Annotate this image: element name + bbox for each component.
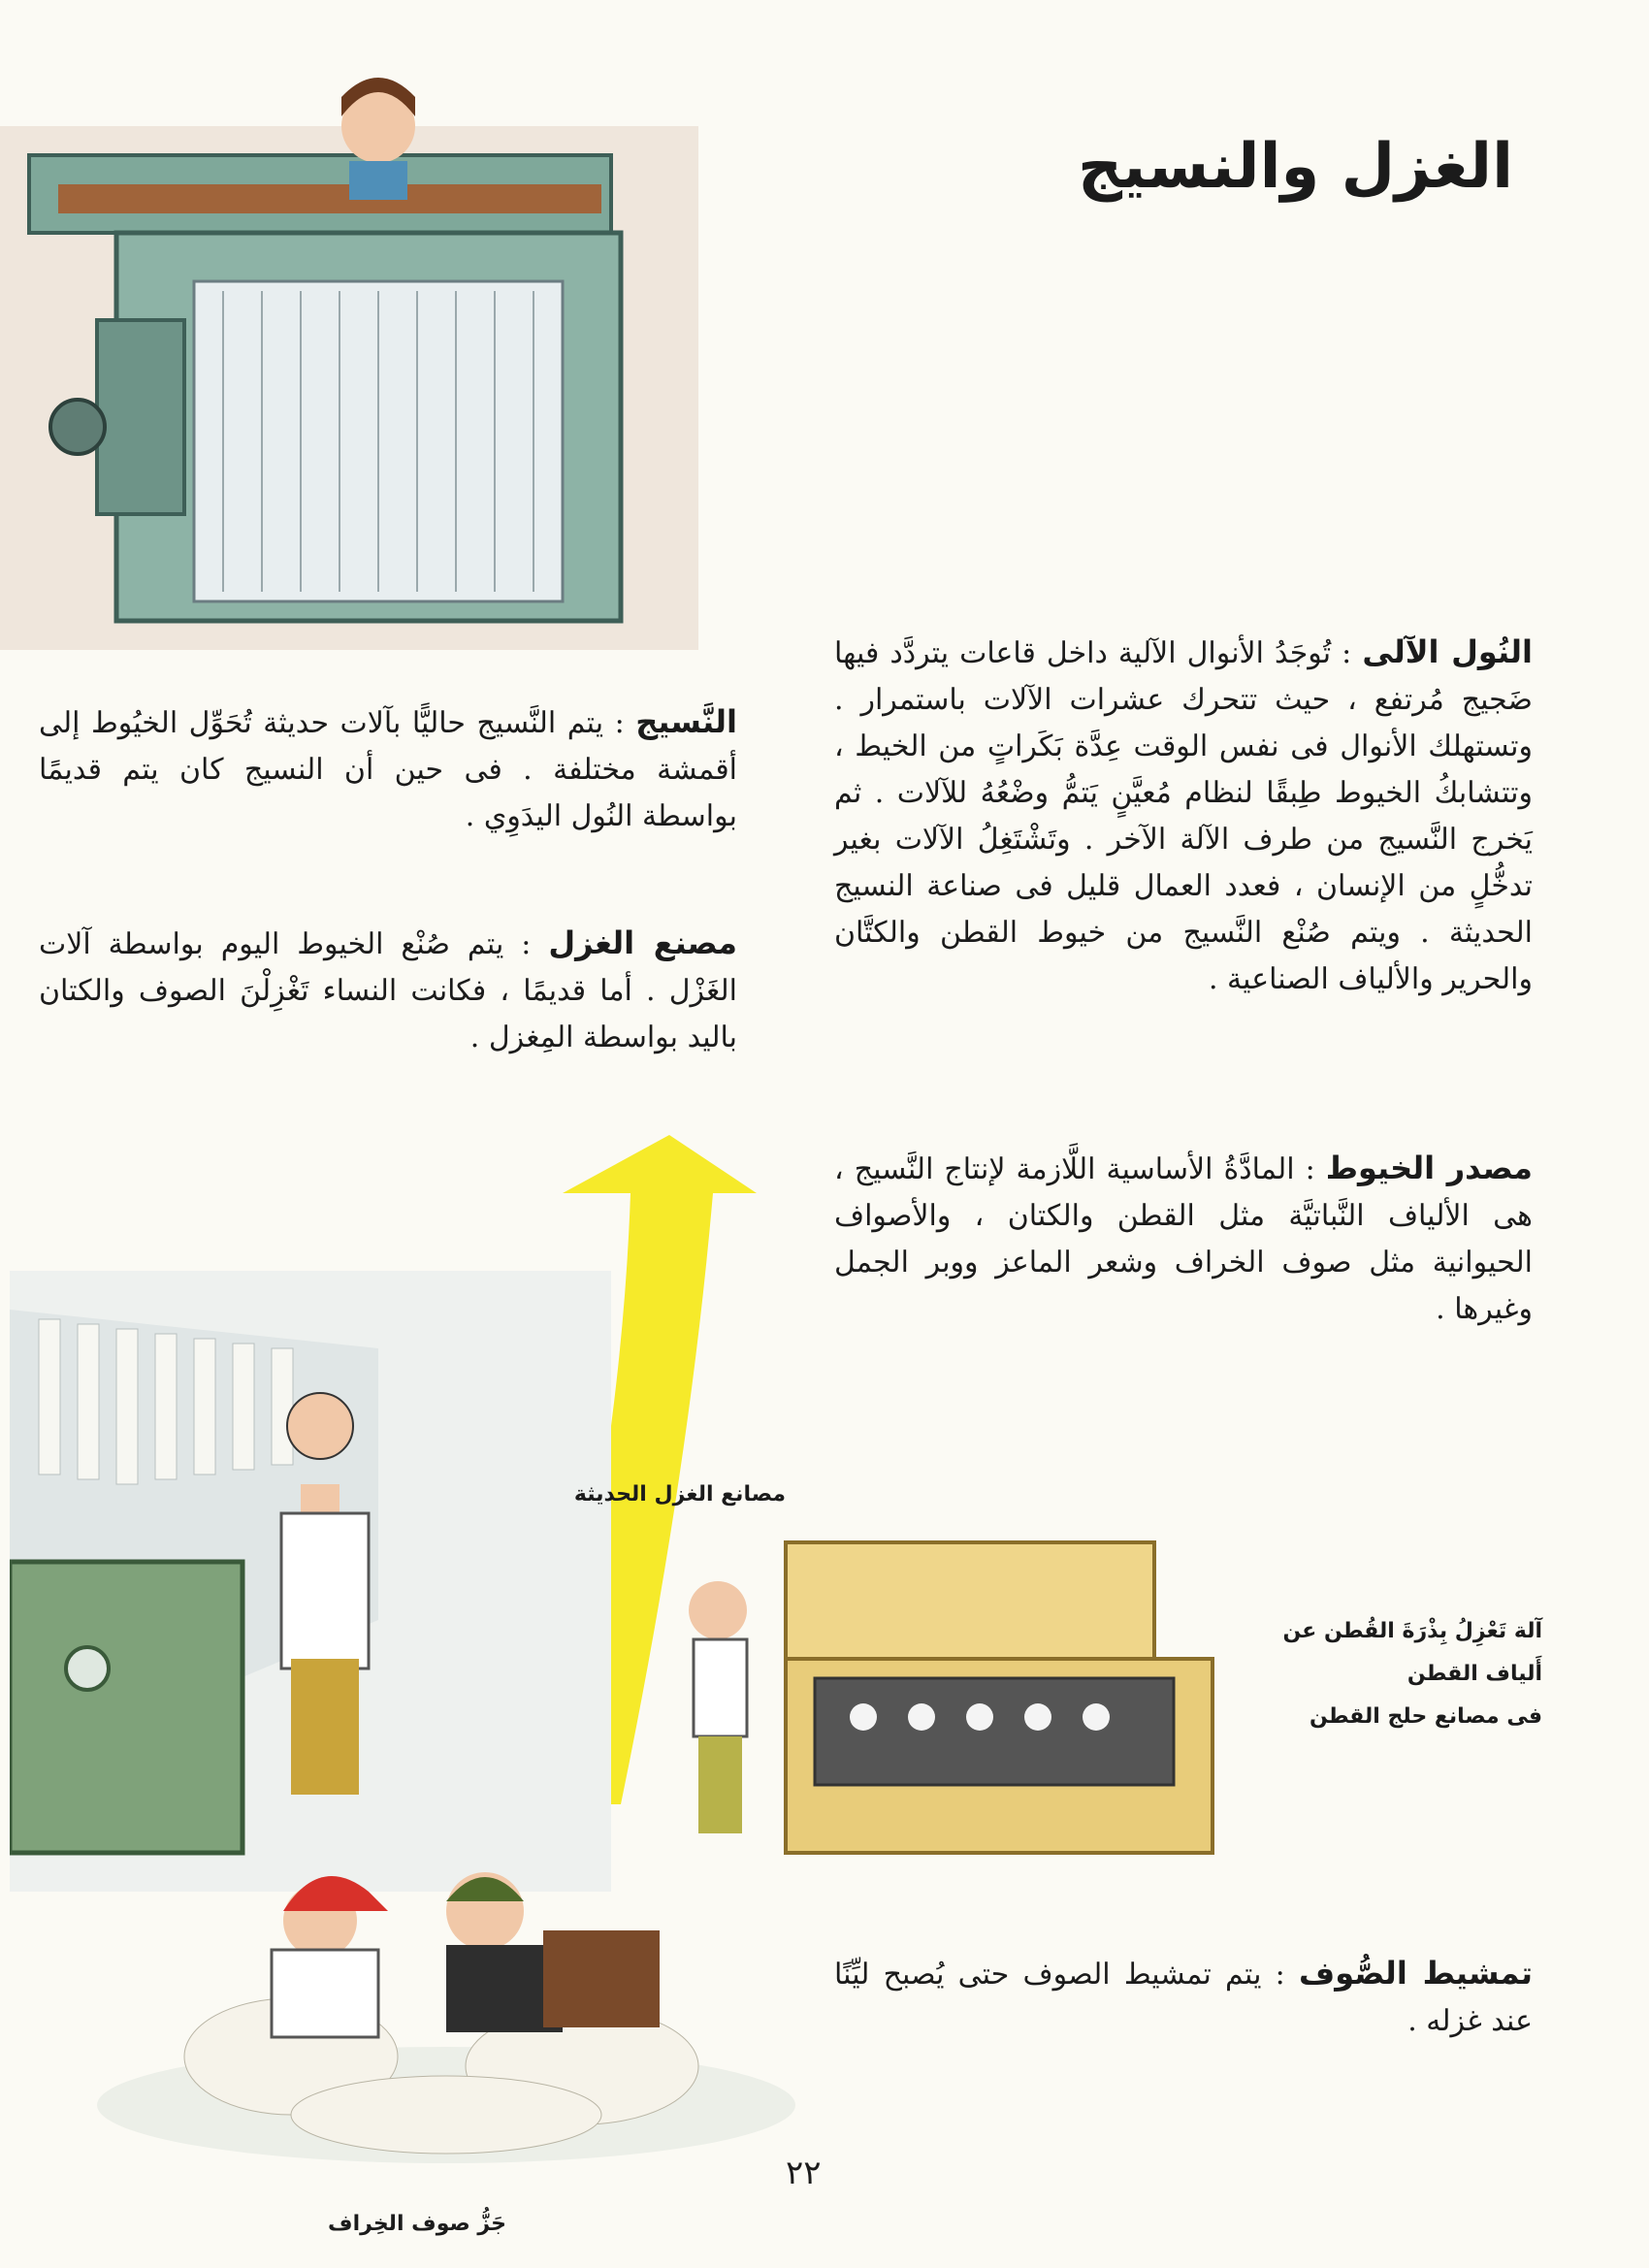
combing-paragraph: [834, 1950, 1533, 2045]
spinning-factory-paragraph: [39, 920, 737, 1061]
thread-source-body: : المادَّةُ الأساسية اللَّازمة لإنتاج النَّسيج ، هى الألياف النَّباتيَّة مثل القطن والكتان ، والأصواف الحيوانية مثل صوف الخراف وشعر الماعز ووبر الجمل وغيرها .: [834, 1152, 1533, 1326]
weaving-heading: النَّسيج: [635, 703, 737, 740]
shearing-caption: جَزُّ صوف الخِراف: [328, 2212, 506, 2236]
cotton-gin-caption-line2: فى مصانع حلج القطن: [1309, 1704, 1542, 1729]
combing-body: : يتم تمشيط الصوف حتى يُصبح ليِّنًا عند غزله .: [834, 1958, 1533, 2038]
loom-body: : تُوجَدُ الأنوال الآلية داخل قاعات يتردَّد فيها ضَجيج مُرتفع ، حيث تتحرك عشرات الآلات باستمرار . وتستهلك الأنوال فى نفس الوقت عِدَّة بَكَراتٍ من الخيط ، وتتشابكُ الخيوط طِبقًا لنظام مُعيَّنٍ يَتمُّ وضْعُهُ للآلات . ثم يَخرج النَّسيج من طرف الآلة الآخر . وتَشْتَغِلُ الآلات بغير تدخُّلٍ من الإنسان ، فعدد العمال قليل فى صناعة النسيج الحديثة . ويتم صُنْع النَّسيج من خيوط القطن والكتَّان والحرير والألياف الصناعية .: [834, 636, 1533, 996]
power-loom-illustration: [0, 68, 737, 689]
page-title: الغزل والنسيج: [1078, 131, 1513, 203]
spinning-mill-illustration: [10, 1271, 611, 1892]
weaving-body: : يتم النَّسيج حاليًّا بآلات حديثة تُحَوِّل الخيُوط إلى أقمشة مختلفة . فى حين أن النسيج كان يتم قديمًا بواسطة النُول اليدَوِي .: [39, 706, 737, 833]
cotton-gin-caption: [1251, 1610, 1542, 1738]
spinning-factory-heading: مصنع الغزل: [548, 924, 737, 961]
spinning-factory-body: : يتم صُنْع الخيوط اليوم بواسطة آلات الغَزْل . أما قديمًا ، فكانت النساء تَغْزِلْنَ الصوف والكتان باليد بواسطة المِغزل .: [39, 927, 737, 1054]
thread-source-paragraph: [834, 1145, 1533, 1333]
thread-source-heading: مصدر الخيوط: [1325, 1150, 1533, 1186]
modern-spinning-caption: مصانع الغزل الحديثة: [573, 1482, 786, 1507]
loom-paragraph: [834, 629, 1533, 1003]
page-number: ٢٢: [786, 2154, 822, 2192]
weaving-paragraph: [39, 698, 737, 840]
loom-heading: النُول الآلى: [1362, 633, 1534, 670]
cotton-gin-caption-line1: آلة تَعْزِلُ بِذْرَةَ القُطن عن أَلياف القطن: [1282, 1619, 1542, 1686]
combing-heading: تمشيط الصُّوف: [1299, 1955, 1533, 1992]
sheep-shearing-illustration: [78, 1814, 834, 2173]
